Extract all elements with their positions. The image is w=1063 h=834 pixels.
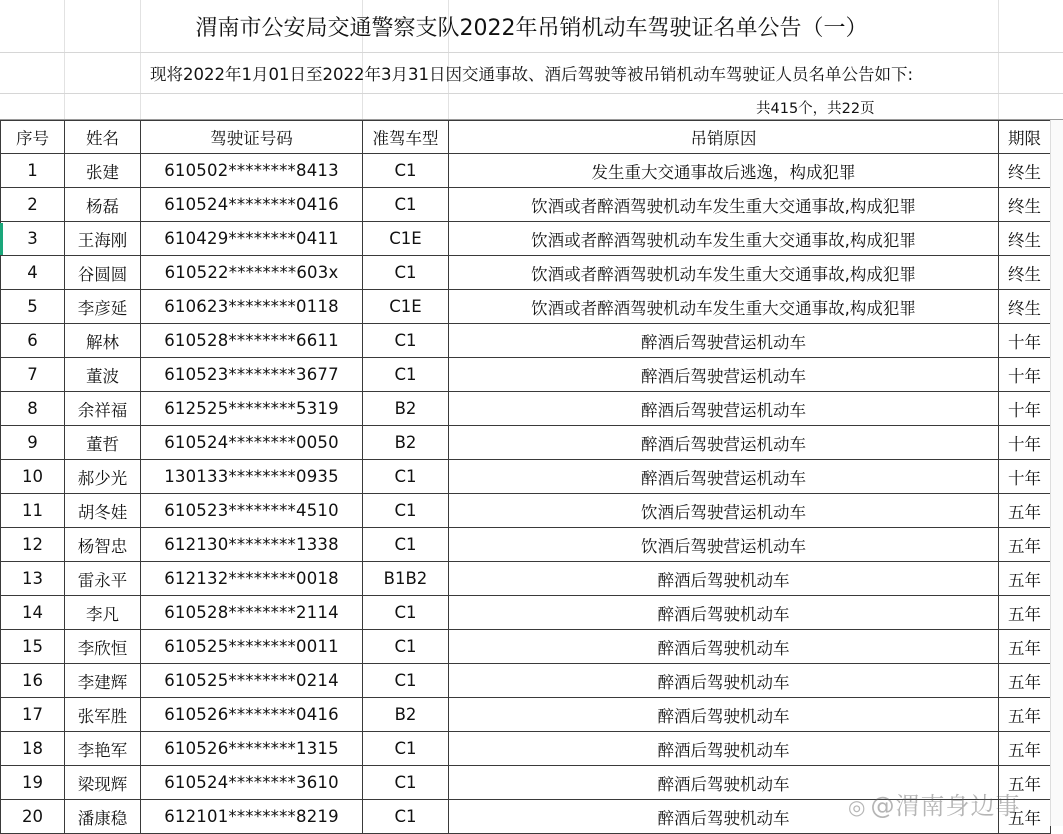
cell-reason[interactable]: 饮酒或者醉酒驾驶机动车发生重大交通事故,构成犯罪 (449, 256, 999, 290)
table-row (1, 358, 1051, 392)
cell-license[interactable]: 610522********603x (141, 256, 363, 290)
cell-no[interactable]: 6 (1, 324, 65, 358)
header-no[interactable]: 序号 (1, 121, 65, 154)
cell-name[interactable]: 王海刚 (65, 222, 141, 256)
cell-reason[interactable]: 醉酒后驾驶机动车 (449, 732, 999, 766)
record-count: 共415个，共22页 (756, 101, 875, 117)
weibo-icon: ◎ (848, 795, 867, 819)
cell-license[interactable]: 610528********2114 (141, 596, 363, 630)
cell-class[interactable]: C1 (363, 732, 449, 766)
cell-reason[interactable]: 饮酒后驾驶营运机动车 (449, 494, 999, 528)
cell-no[interactable]: 13 (1, 562, 65, 596)
table-row (1, 290, 1051, 324)
cell-no[interactable]: 10 (1, 460, 65, 494)
cell-name[interactable]: 胡冬娃 (65, 494, 141, 528)
cell-license[interactable]: 610526********1315 (141, 732, 363, 766)
cell-term[interactable]: 十年 (999, 392, 1051, 426)
table-row (1, 698, 1051, 732)
cell-class[interactable]: C1 (363, 596, 449, 630)
cell-license[interactable]: 612132********0018 (141, 562, 363, 596)
sheet-edge (1050, 120, 1063, 826)
cell-no[interactable]: 9 (1, 426, 65, 460)
cell-name[interactable]: 余祥福 (65, 392, 141, 426)
table-row (1, 494, 1051, 528)
cell-term[interactable]: 十年 (999, 324, 1051, 358)
cell-license[interactable]: 612525********5319 (141, 392, 363, 426)
cell-class[interactable]: B2 (363, 698, 449, 732)
table-row (1, 154, 1051, 188)
revocation-table (0, 120, 1051, 834)
cell-term[interactable]: 十年 (999, 460, 1051, 494)
cell-license[interactable]: 610525********0011 (141, 630, 363, 664)
cell-name[interactable]: 董波 (65, 358, 141, 392)
cell-license[interactable]: 610523********3677 (141, 358, 363, 392)
cell-name[interactable]: 谷圆圆 (65, 256, 141, 290)
header-row (1, 121, 1051, 154)
cell-class[interactable]: C1 (363, 528, 449, 562)
cell-reason[interactable]: 醉酒后驾驶机动车 (449, 800, 999, 834)
cell-reason[interactable]: 饮酒后驾驶营运机动车 (449, 528, 999, 562)
cell-term[interactable]: 五年 (999, 800, 1051, 834)
watermark (848, 786, 1020, 821)
cell-term[interactable]: 终生 (999, 188, 1051, 222)
cell-no[interactable]: 5 (1, 290, 65, 324)
cell-term[interactable]: 五年 (999, 562, 1051, 596)
cell-class[interactable]: C1 (363, 630, 449, 664)
table-row (1, 562, 1051, 596)
table-row (1, 732, 1051, 766)
table-row (1, 324, 1051, 358)
cell-class[interactable]: C1 (363, 324, 449, 358)
table-row (1, 630, 1051, 664)
cell-reason[interactable]: 醉酒后驾驶营运机动车 (449, 460, 999, 494)
cell-reason[interactable]: 醉酒后驾驶营运机动车 (449, 324, 999, 358)
cell-license[interactable]: 610523********4510 (141, 494, 363, 528)
cell-no[interactable]: 18 (1, 732, 65, 766)
header-name[interactable]: 姓名 (65, 121, 141, 154)
cell-term[interactable]: 五年 (999, 494, 1051, 528)
cell-license[interactable]: 610526********0416 (141, 698, 363, 732)
cell-name[interactable]: 李艳军 (65, 732, 141, 766)
cell-class[interactable]: C1 (363, 494, 449, 528)
cell-reason[interactable]: 醉酒后驾驶营运机动车 (449, 426, 999, 460)
cell-name[interactable]: 李欣恒 (65, 630, 141, 664)
cell-license[interactable]: 610524********3610 (141, 766, 363, 800)
cell-no[interactable]: 4 (1, 256, 65, 290)
cell-reason[interactable]: 醉酒后驾驶机动车 (449, 562, 999, 596)
cell-no[interactable]: 15 (1, 630, 65, 664)
table-row (1, 188, 1051, 222)
cell-class[interactable]: C1 (363, 664, 449, 698)
table-row (1, 460, 1051, 494)
cell-term[interactable]: 终生 (999, 222, 1051, 256)
cell-term[interactable]: 五年 (999, 766, 1051, 800)
cell-term[interactable]: 终生 (999, 256, 1051, 290)
cell-term[interactable]: 终生 (999, 154, 1051, 188)
cell-class[interactable]: C1 (363, 766, 449, 800)
cell-name[interactable]: 梁现辉 (65, 766, 141, 800)
cell-name[interactable]: 郝少光 (65, 460, 141, 494)
cell-reason[interactable]: 醉酒后驾驶机动车 (449, 664, 999, 698)
cell-name[interactable]: 潘康稳 (65, 800, 141, 834)
cell-no[interactable]: 3 (1, 222, 65, 256)
cell-class[interactable]: B2 (363, 426, 449, 460)
cell-no[interactable]: 16 (1, 664, 65, 698)
cell-term[interactable]: 五年 (999, 528, 1051, 562)
cell-name[interactable]: 杨磊 (65, 188, 141, 222)
watermark-text: @渭南身边事 (870, 792, 1021, 820)
cell-reason[interactable]: 发生重大交通事故后逃逸，构成犯罪 (449, 154, 999, 188)
cell-license[interactable]: 610528********6611 (141, 324, 363, 358)
table-row (1, 256, 1051, 290)
header-class[interactable]: 准驾车型 (363, 121, 449, 154)
table-row (1, 528, 1051, 562)
cell-term[interactable]: 五年 (999, 698, 1051, 732)
table-row (1, 426, 1051, 460)
cell-reason[interactable]: 醉酒后驾驶营运机动车 (449, 392, 999, 426)
header-reason[interactable]: 吊销原因 (449, 121, 999, 154)
cell-no[interactable]: 20 (1, 800, 65, 834)
table-row (1, 222, 1051, 256)
table-row (1, 596, 1051, 630)
cell-license[interactable]: 610524********0050 (141, 426, 363, 460)
cell-no[interactable]: 11 (1, 494, 65, 528)
cell-term[interactable]: 五年 (999, 596, 1051, 630)
cell-name[interactable]: 张军胜 (65, 698, 141, 732)
cell-class[interactable]: C1E (363, 290, 449, 324)
cell-term[interactable]: 十年 (999, 358, 1051, 392)
cell-reason[interactable]: 饮酒或者醉酒驾驶机动车发生重大交通事故,构成犯罪 (449, 188, 999, 222)
selected-row-marker (0, 223, 3, 255)
cell-class[interactable]: C1 (363, 460, 449, 494)
cell-license[interactable]: 130133********0935 (141, 460, 363, 494)
cell-license[interactable]: 610524********0416 (141, 188, 363, 222)
cell-reason[interactable]: 醉酒后驾驶机动车 (449, 698, 999, 732)
cell-license[interactable]: 610429********0411 (141, 222, 363, 256)
cell-name[interactable]: 杨智忠 (65, 528, 141, 562)
cell-name[interactable]: 李建辉 (65, 664, 141, 698)
cell-class[interactable]: B1B2 (363, 562, 449, 596)
cell-reason[interactable]: 醉酒后驾驶机动车 (449, 596, 999, 630)
sheet-title: 渭南市公安局交通警察支队2022年吊销机动车驾驶证名单公告（一） (0, 0, 1063, 53)
cell-no[interactable]: 2 (1, 188, 65, 222)
cell-no[interactable]: 14 (1, 596, 65, 630)
cell-no[interactable]: 12 (1, 528, 65, 562)
cell-no[interactable]: 1 (1, 154, 65, 188)
cell-license[interactable]: 612101********8219 (141, 800, 363, 834)
cell-license[interactable]: 610525********0214 (141, 664, 363, 698)
cell-no[interactable]: 7 (1, 358, 65, 392)
cell-name[interactable]: 李彦延 (65, 290, 141, 324)
cell-name[interactable]: 董哲 (65, 426, 141, 460)
cell-class[interactable]: C1 (363, 154, 449, 188)
cell-class[interactable]: C1 (363, 256, 449, 290)
cell-no[interactable]: 19 (1, 766, 65, 800)
cell-name[interactable]: 李凡 (65, 596, 141, 630)
cell-no[interactable]: 8 (1, 392, 65, 426)
cell-no[interactable]: 17 (1, 698, 65, 732)
cell-reason[interactable]: 醉酒后驾驶营运机动车 (449, 358, 999, 392)
cell-license[interactable]: 610623********0118 (141, 290, 363, 324)
cell-class[interactable]: C1E (363, 222, 449, 256)
sheet-subtitle: 现将2022年1月01日至2022年3月31日因交通事故、酒后驾驶等被吊销机动车驾驶证人员名单公告如下: (0, 53, 1063, 94)
table-row (1, 664, 1051, 698)
cell-class[interactable]: C1 (363, 188, 449, 222)
cell-reason[interactable]: 醉酒后驾驶机动车 (449, 630, 999, 664)
cell-term[interactable]: 五年 (999, 732, 1051, 766)
cell-term[interactable]: 终生 (999, 290, 1051, 324)
cell-name[interactable]: 雷永平 (65, 562, 141, 596)
count-row (0, 94, 1063, 120)
cell-class[interactable]: C1 (363, 358, 449, 392)
cell-name[interactable]: 张建 (65, 154, 141, 188)
header-term[interactable]: 期限 (999, 121, 1051, 154)
cell-term[interactable]: 十年 (999, 426, 1051, 460)
cell-term[interactable]: 五年 (999, 664, 1051, 698)
cell-name[interactable]: 解林 (65, 324, 141, 358)
cell-license[interactable]: 612130********1338 (141, 528, 363, 562)
cell-license[interactable]: 610502********8413 (141, 154, 363, 188)
cell-reason[interactable]: 饮酒或者醉酒驾驶机动车发生重大交通事故,构成犯罪 (449, 290, 999, 324)
cell-term[interactable]: 五年 (999, 630, 1051, 664)
header-license[interactable]: 驾驶证号码 (141, 121, 363, 154)
cell-reason[interactable]: 饮酒或者醉酒驾驶机动车发生重大交通事故,构成犯罪 (449, 222, 999, 256)
cell-class[interactable]: B2 (363, 392, 449, 426)
table-row (1, 392, 1051, 426)
cell-class[interactable]: C1 (363, 800, 449, 834)
cell-reason[interactable]: 醉酒后驾驶机动车 (449, 766, 999, 800)
